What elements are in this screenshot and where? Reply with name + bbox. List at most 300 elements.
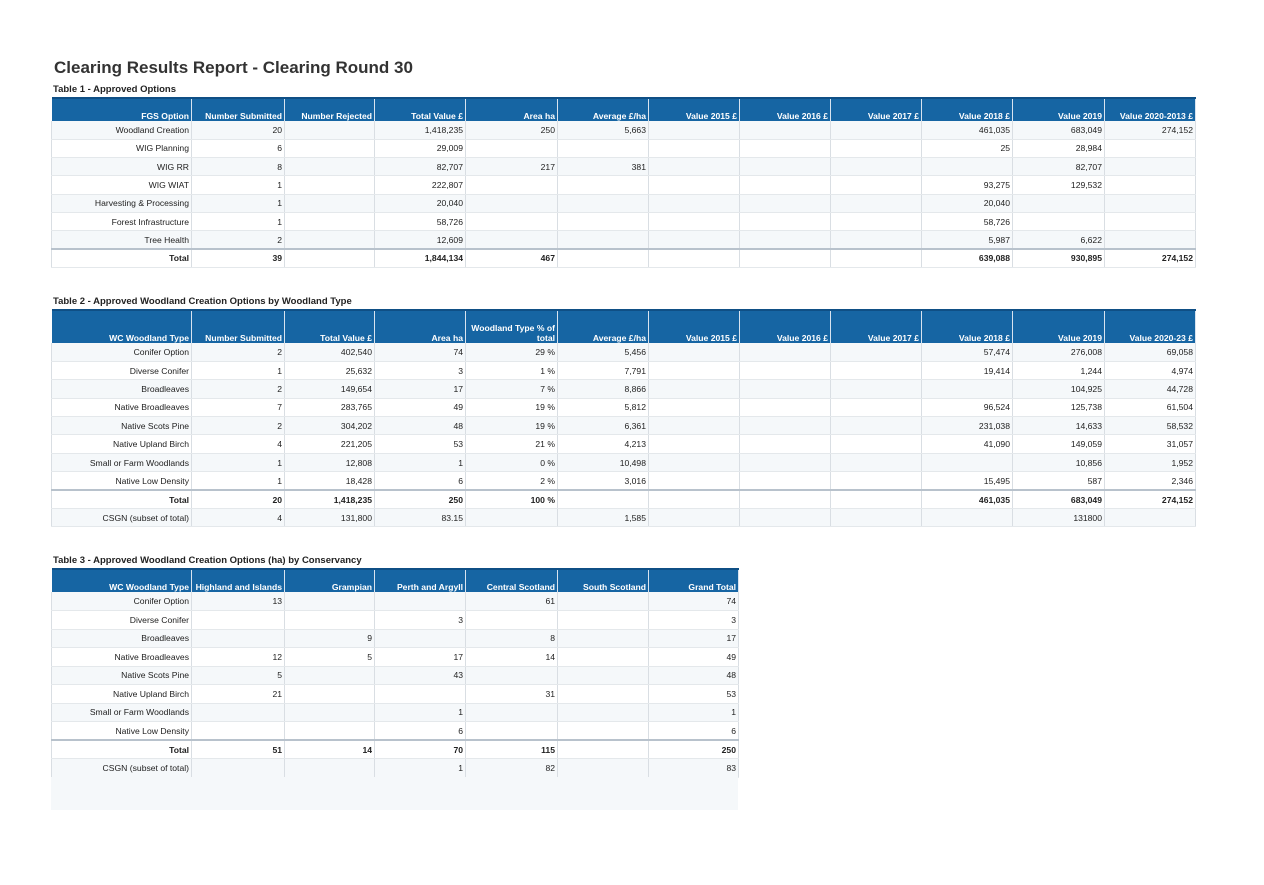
table-cell bbox=[285, 176, 375, 194]
table-cell: 14 bbox=[285, 740, 375, 759]
table-cell bbox=[192, 629, 285, 648]
table-cell bbox=[831, 435, 922, 453]
table-cell: 1 bbox=[192, 472, 285, 490]
table-cell bbox=[285, 759, 375, 778]
table-cell: 18,428 bbox=[285, 472, 375, 490]
table-cell bbox=[740, 121, 831, 139]
table-cell: 82,707 bbox=[1013, 158, 1105, 176]
table-cell bbox=[740, 417, 831, 435]
table-cell: 8 bbox=[192, 158, 285, 176]
table-cell: 1 % bbox=[466, 361, 558, 379]
table-cell bbox=[740, 490, 831, 508]
table-cell bbox=[285, 685, 375, 704]
table-cell bbox=[922, 158, 1013, 176]
table-cell bbox=[285, 611, 375, 630]
table-cell: 58,726 bbox=[375, 212, 466, 230]
table-cell: CSGN (subset of total) bbox=[52, 509, 192, 527]
table-cell bbox=[831, 212, 922, 230]
table-cell: 69,058 bbox=[1105, 343, 1196, 361]
table-cell: 20 bbox=[192, 121, 285, 139]
column-header: Value 2015 £ bbox=[649, 98, 740, 121]
column-header: Total Value £ bbox=[375, 98, 466, 121]
table-cell bbox=[192, 759, 285, 778]
table-cell bbox=[649, 417, 740, 435]
table-cell: WIG Planning bbox=[52, 139, 192, 157]
table-cell: 17 bbox=[649, 629, 739, 648]
table-cell: 1,952 bbox=[1105, 453, 1196, 471]
table-row bbox=[52, 158, 1196, 176]
table-cell bbox=[558, 703, 649, 722]
column-header: Value 2016 £ bbox=[740, 310, 831, 343]
table-row bbox=[52, 398, 1196, 416]
table-cell: 53 bbox=[375, 435, 466, 453]
table-cell: 74 bbox=[375, 343, 466, 361]
table-cell bbox=[285, 592, 375, 611]
table-cell: 4 bbox=[192, 435, 285, 453]
table-cell: 61,504 bbox=[1105, 398, 1196, 416]
table-cell: Native Low Density bbox=[52, 722, 192, 741]
table-cell: Total bbox=[52, 249, 192, 267]
table-row bbox=[52, 722, 739, 741]
table-cell: 0 % bbox=[466, 453, 558, 471]
table-cell bbox=[740, 231, 831, 249]
table-cell: 217 bbox=[466, 158, 558, 176]
table-cell: 125,738 bbox=[1013, 398, 1105, 416]
table-cell bbox=[1105, 212, 1196, 230]
table-cell bbox=[649, 158, 740, 176]
table-row bbox=[52, 417, 1196, 435]
table-cell: Native Broadleaves bbox=[52, 398, 192, 416]
table-row bbox=[52, 361, 1196, 379]
table-cell: 93,275 bbox=[922, 176, 1013, 194]
table-cell: 83 bbox=[649, 759, 739, 778]
table-cell: 7,791 bbox=[558, 361, 649, 379]
table-cell bbox=[831, 380, 922, 398]
table-cell: 100 % bbox=[466, 490, 558, 508]
column-header: Value 2018 £ bbox=[922, 98, 1013, 121]
table-cell: Native Upland Birch bbox=[52, 435, 192, 453]
column-header: Value 2019 bbox=[1013, 98, 1105, 121]
table-cell: 115 bbox=[466, 740, 558, 759]
table-cell bbox=[558, 592, 649, 611]
table-cell bbox=[649, 509, 740, 527]
table-cell: 19,414 bbox=[922, 361, 1013, 379]
table-cell bbox=[649, 490, 740, 508]
table-row bbox=[52, 611, 739, 630]
table-cell: 13 bbox=[192, 592, 285, 611]
table-cell bbox=[831, 453, 922, 471]
table-cell: 19 % bbox=[466, 398, 558, 416]
column-header: Average £/ha bbox=[558, 310, 649, 343]
table-cell bbox=[285, 139, 375, 157]
table-cell: 31,057 bbox=[1105, 435, 1196, 453]
table-cell: 5,663 bbox=[558, 121, 649, 139]
table-cell: 2 bbox=[192, 231, 285, 249]
table-cell bbox=[285, 194, 375, 212]
table-cell: Harvesting & Processing bbox=[52, 194, 192, 212]
table-cell: 61 bbox=[466, 592, 558, 611]
table-cell: WIG WIAT bbox=[52, 176, 192, 194]
table-cell: 2 bbox=[192, 380, 285, 398]
table-cell: 5,456 bbox=[558, 343, 649, 361]
table-cell bbox=[831, 176, 922, 194]
table-cell: 1,244 bbox=[1013, 361, 1105, 379]
table-cell bbox=[285, 722, 375, 741]
table-cell bbox=[740, 194, 831, 212]
table-cell: 6 bbox=[375, 472, 466, 490]
table-cell: 57,474 bbox=[922, 343, 1013, 361]
table-row bbox=[52, 453, 1196, 471]
table-cell: 49 bbox=[649, 648, 739, 667]
table-cell: 49 bbox=[375, 398, 466, 416]
table-cell bbox=[558, 759, 649, 778]
table-cell: 274,152 bbox=[1105, 249, 1196, 267]
table-cell bbox=[740, 509, 831, 527]
table-cell bbox=[285, 703, 375, 722]
table-cell bbox=[740, 380, 831, 398]
table-cell bbox=[831, 231, 922, 249]
table2-title: Table 2 - Approved Woodland Creation Options by Woodland Type bbox=[53, 296, 352, 307]
table-cell: 6,622 bbox=[1013, 231, 1105, 249]
column-header: Grand Total bbox=[649, 569, 739, 592]
column-header: Number Submitted bbox=[192, 98, 285, 121]
table-cell bbox=[831, 361, 922, 379]
table-cell bbox=[558, 212, 649, 230]
column-header: Average £/ha bbox=[558, 98, 649, 121]
table-cell: 44,728 bbox=[1105, 380, 1196, 398]
table-cell: 29 % bbox=[466, 343, 558, 361]
table-cell bbox=[192, 611, 285, 630]
table-cell bbox=[649, 212, 740, 230]
table-cell bbox=[1105, 139, 1196, 157]
table-cell: 2 % bbox=[466, 472, 558, 490]
table-cell: 12,609 bbox=[375, 231, 466, 249]
table-cell bbox=[831, 490, 922, 508]
column-header: Highland and Islands bbox=[192, 569, 285, 592]
column-header: FGS Option bbox=[52, 98, 192, 121]
table-cell: 96,524 bbox=[922, 398, 1013, 416]
table-cell: 1,844,134 bbox=[375, 249, 466, 267]
table-cell: 7 % bbox=[466, 380, 558, 398]
table-cell: 48 bbox=[375, 417, 466, 435]
table-cell bbox=[740, 158, 831, 176]
table-cell: Total bbox=[52, 490, 192, 508]
table-cell: 51 bbox=[192, 740, 285, 759]
total-row bbox=[52, 490, 1196, 508]
table-cell: 283,765 bbox=[285, 398, 375, 416]
column-header: Area ha bbox=[375, 310, 466, 343]
table-row bbox=[52, 703, 739, 722]
table-cell: 221,205 bbox=[285, 435, 375, 453]
table-cell bbox=[649, 231, 740, 249]
table-cell bbox=[649, 472, 740, 490]
table-cell: 3 bbox=[649, 611, 739, 630]
table-cell: 6 bbox=[649, 722, 739, 741]
table-cell bbox=[1105, 194, 1196, 212]
table-cell: 4 bbox=[192, 509, 285, 527]
table-cell bbox=[285, 212, 375, 230]
table-cell bbox=[922, 380, 1013, 398]
table-cell: 43 bbox=[375, 666, 466, 685]
table-cell bbox=[558, 176, 649, 194]
table-cell: 4,213 bbox=[558, 435, 649, 453]
table-cell: 250 bbox=[466, 121, 558, 139]
table-cell: 1 bbox=[375, 759, 466, 778]
table-cell: 10,498 bbox=[558, 453, 649, 471]
table-cell bbox=[192, 722, 285, 741]
table-cell: Tree Health bbox=[52, 231, 192, 249]
table3-title: Table 3 - Approved Woodland Creation Options (ha) by Conservancy bbox=[53, 555, 362, 566]
table-cell: 28,984 bbox=[1013, 139, 1105, 157]
table-cell: 461,035 bbox=[922, 121, 1013, 139]
table-cell: 274,152 bbox=[1105, 490, 1196, 508]
table-cell: 149,059 bbox=[1013, 435, 1105, 453]
table-cell bbox=[740, 453, 831, 471]
table-cell bbox=[192, 703, 285, 722]
approved-options-table bbox=[51, 97, 1196, 268]
table-cell bbox=[466, 611, 558, 630]
table-cell bbox=[466, 176, 558, 194]
table-cell bbox=[1013, 194, 1105, 212]
table-cell bbox=[1105, 509, 1196, 527]
table-cell bbox=[1105, 158, 1196, 176]
table-row bbox=[52, 343, 1196, 361]
table-cell: 19 % bbox=[466, 417, 558, 435]
column-header: WC Woodland Type bbox=[52, 569, 192, 592]
table-cell: 250 bbox=[649, 740, 739, 759]
table-cell: 5 bbox=[192, 666, 285, 685]
table-row bbox=[52, 472, 1196, 490]
table-cell: Forest Infrastructure bbox=[52, 212, 192, 230]
table-cell: 276,008 bbox=[1013, 343, 1105, 361]
column-header: Woodland Type % of total bbox=[466, 310, 558, 343]
table-cell: Native Low Density bbox=[52, 472, 192, 490]
table-cell bbox=[740, 249, 831, 267]
table-cell bbox=[558, 611, 649, 630]
table-cell: 8 bbox=[466, 629, 558, 648]
table-cell bbox=[831, 509, 922, 527]
table-row bbox=[52, 629, 739, 648]
table-cell: 6 bbox=[375, 722, 466, 741]
table-row bbox=[52, 121, 1196, 139]
table-row bbox=[52, 685, 739, 704]
table-cell bbox=[831, 194, 922, 212]
table-cell bbox=[558, 231, 649, 249]
table-cell bbox=[285, 158, 375, 176]
table-row bbox=[52, 176, 1196, 194]
table-cell: 58,726 bbox=[922, 212, 1013, 230]
table-cell: 1 bbox=[375, 703, 466, 722]
table-cell bbox=[466, 509, 558, 527]
table-cell bbox=[558, 722, 649, 741]
table-cell: Broadleaves bbox=[52, 629, 192, 648]
table-cell bbox=[831, 398, 922, 416]
table-cell: 3,016 bbox=[558, 472, 649, 490]
table-cell bbox=[558, 740, 649, 759]
column-header: Value 2020-2013 £ bbox=[1105, 98, 1196, 121]
table-cell: 104,925 bbox=[1013, 380, 1105, 398]
table-cell: 48 bbox=[649, 666, 739, 685]
table-cell bbox=[740, 212, 831, 230]
table-row bbox=[52, 231, 1196, 249]
table-cell: 5,812 bbox=[558, 398, 649, 416]
table-cell bbox=[375, 685, 466, 704]
total-row bbox=[52, 249, 1196, 267]
table-cell bbox=[558, 139, 649, 157]
table-cell: 1 bbox=[192, 361, 285, 379]
table-cell: 20,040 bbox=[922, 194, 1013, 212]
table1-title: Table 1 - Approved Options bbox=[53, 84, 176, 95]
table-cell bbox=[466, 194, 558, 212]
table-cell: 29,009 bbox=[375, 139, 466, 157]
table-cell: 1 bbox=[192, 212, 285, 230]
table-cell: 82,707 bbox=[375, 158, 466, 176]
table-cell bbox=[649, 194, 740, 212]
table-cell bbox=[922, 509, 1013, 527]
table-cell: Conifer Option bbox=[52, 343, 192, 361]
table-cell: 129,532 bbox=[1013, 176, 1105, 194]
table-cell bbox=[558, 648, 649, 667]
column-header: Area ha bbox=[466, 98, 558, 121]
column-header: Grampian bbox=[285, 569, 375, 592]
table-cell: 20 bbox=[192, 490, 285, 508]
table-cell: 2,346 bbox=[1105, 472, 1196, 490]
table-cell: 1 bbox=[192, 176, 285, 194]
table-cell: 12,808 bbox=[285, 453, 375, 471]
table-cell: 21 % bbox=[466, 435, 558, 453]
table-cell: 683,049 bbox=[1013, 121, 1105, 139]
table-cell: Diverse Conifer bbox=[52, 361, 192, 379]
table-cell: 74 bbox=[649, 592, 739, 611]
table-cell: 930,895 bbox=[1013, 249, 1105, 267]
table-cell bbox=[740, 139, 831, 157]
conservancy-table bbox=[51, 568, 739, 778]
table-cell bbox=[558, 194, 649, 212]
table-cell: Native Upland Birch bbox=[52, 685, 192, 704]
table-cell: 1,585 bbox=[558, 509, 649, 527]
table-cell bbox=[649, 453, 740, 471]
column-header: Perth and Argyll bbox=[375, 569, 466, 592]
table-cell: 31 bbox=[466, 685, 558, 704]
report-title: Clearing Results Report - Clearing Round 30 bbox=[54, 58, 413, 77]
table-cell: 250 bbox=[375, 490, 466, 508]
column-header: WC Woodland Type bbox=[52, 310, 192, 343]
table-cell bbox=[649, 176, 740, 194]
table-cell: Small or Farm Woodlands bbox=[52, 453, 192, 471]
table-cell: 14,633 bbox=[1013, 417, 1105, 435]
column-header: Number Rejected bbox=[285, 98, 375, 121]
table-row bbox=[52, 380, 1196, 398]
table-cell: 274,152 bbox=[1105, 121, 1196, 139]
table-cell: 5 bbox=[285, 648, 375, 667]
table-cell: 17 bbox=[375, 648, 466, 667]
table-row bbox=[52, 759, 739, 778]
table-cell bbox=[922, 453, 1013, 471]
table-cell: 1 bbox=[375, 453, 466, 471]
table-cell: 461,035 bbox=[922, 490, 1013, 508]
column-header: Value 2017 £ bbox=[831, 98, 922, 121]
table-cell: 131800 bbox=[1013, 509, 1105, 527]
table-cell: 1,418,235 bbox=[285, 490, 375, 508]
table-cell bbox=[285, 249, 375, 267]
table-cell: 149,654 bbox=[285, 380, 375, 398]
table-cell bbox=[375, 592, 466, 611]
table-cell bbox=[558, 629, 649, 648]
table-cell: 25 bbox=[922, 139, 1013, 157]
table-cell bbox=[649, 380, 740, 398]
column-header: Value 2018 £ bbox=[922, 310, 1013, 343]
table-cell bbox=[466, 231, 558, 249]
table-cell: Native Scots Pine bbox=[52, 666, 192, 685]
table-cell bbox=[1105, 231, 1196, 249]
table-cell: 3 bbox=[375, 611, 466, 630]
table-row bbox=[52, 212, 1196, 230]
table-cell: 4,974 bbox=[1105, 361, 1196, 379]
table-cell: 1 bbox=[649, 703, 739, 722]
table-cell bbox=[831, 121, 922, 139]
table-cell: 402,540 bbox=[285, 343, 375, 361]
table-row bbox=[52, 666, 739, 685]
table-cell: 467 bbox=[466, 249, 558, 267]
table-cell bbox=[649, 361, 740, 379]
column-header: Value 2019 bbox=[1013, 310, 1105, 343]
table-cell bbox=[831, 417, 922, 435]
table-cell: 10,856 bbox=[1013, 453, 1105, 471]
table-cell: 5,987 bbox=[922, 231, 1013, 249]
column-header: Value 2015 £ bbox=[649, 310, 740, 343]
table-cell: 3 bbox=[375, 361, 466, 379]
table-cell: 39 bbox=[192, 249, 285, 267]
table-cell: 222,807 bbox=[375, 176, 466, 194]
table-cell: 2 bbox=[192, 417, 285, 435]
table-cell bbox=[466, 212, 558, 230]
table-cell bbox=[740, 472, 831, 490]
table-cell: Total bbox=[52, 740, 192, 759]
table-cell bbox=[649, 121, 740, 139]
table-cell bbox=[831, 249, 922, 267]
table-cell: 6 bbox=[192, 139, 285, 157]
column-header: Total Value £ bbox=[285, 310, 375, 343]
table-cell bbox=[649, 343, 740, 361]
table-cell bbox=[1105, 176, 1196, 194]
table-cell bbox=[466, 139, 558, 157]
column-header: Number Submitted bbox=[192, 310, 285, 343]
table-cell bbox=[558, 490, 649, 508]
column-header: South Scotland bbox=[558, 569, 649, 592]
table-row bbox=[52, 139, 1196, 157]
table3-footer-area bbox=[51, 777, 738, 810]
table-cell bbox=[466, 703, 558, 722]
total-row bbox=[52, 740, 739, 759]
table-cell: Native Broadleaves bbox=[52, 648, 192, 667]
table-cell bbox=[466, 722, 558, 741]
woodland-type-table bbox=[51, 309, 1196, 527]
table-cell: Woodland Creation bbox=[52, 121, 192, 139]
table-cell: 15,495 bbox=[922, 472, 1013, 490]
table-cell: 6,361 bbox=[558, 417, 649, 435]
table-cell bbox=[285, 666, 375, 685]
table-cell: CSGN (subset of total) bbox=[52, 759, 192, 778]
table-cell bbox=[649, 249, 740, 267]
column-header: Value 2020-23 £ bbox=[1105, 310, 1196, 343]
table-cell bbox=[558, 249, 649, 267]
table-cell: 25,632 bbox=[285, 361, 375, 379]
table-cell: 82 bbox=[466, 759, 558, 778]
table-cell: 21 bbox=[192, 685, 285, 704]
table-row bbox=[52, 435, 1196, 453]
table-cell bbox=[1013, 212, 1105, 230]
table-cell: 14 bbox=[466, 648, 558, 667]
